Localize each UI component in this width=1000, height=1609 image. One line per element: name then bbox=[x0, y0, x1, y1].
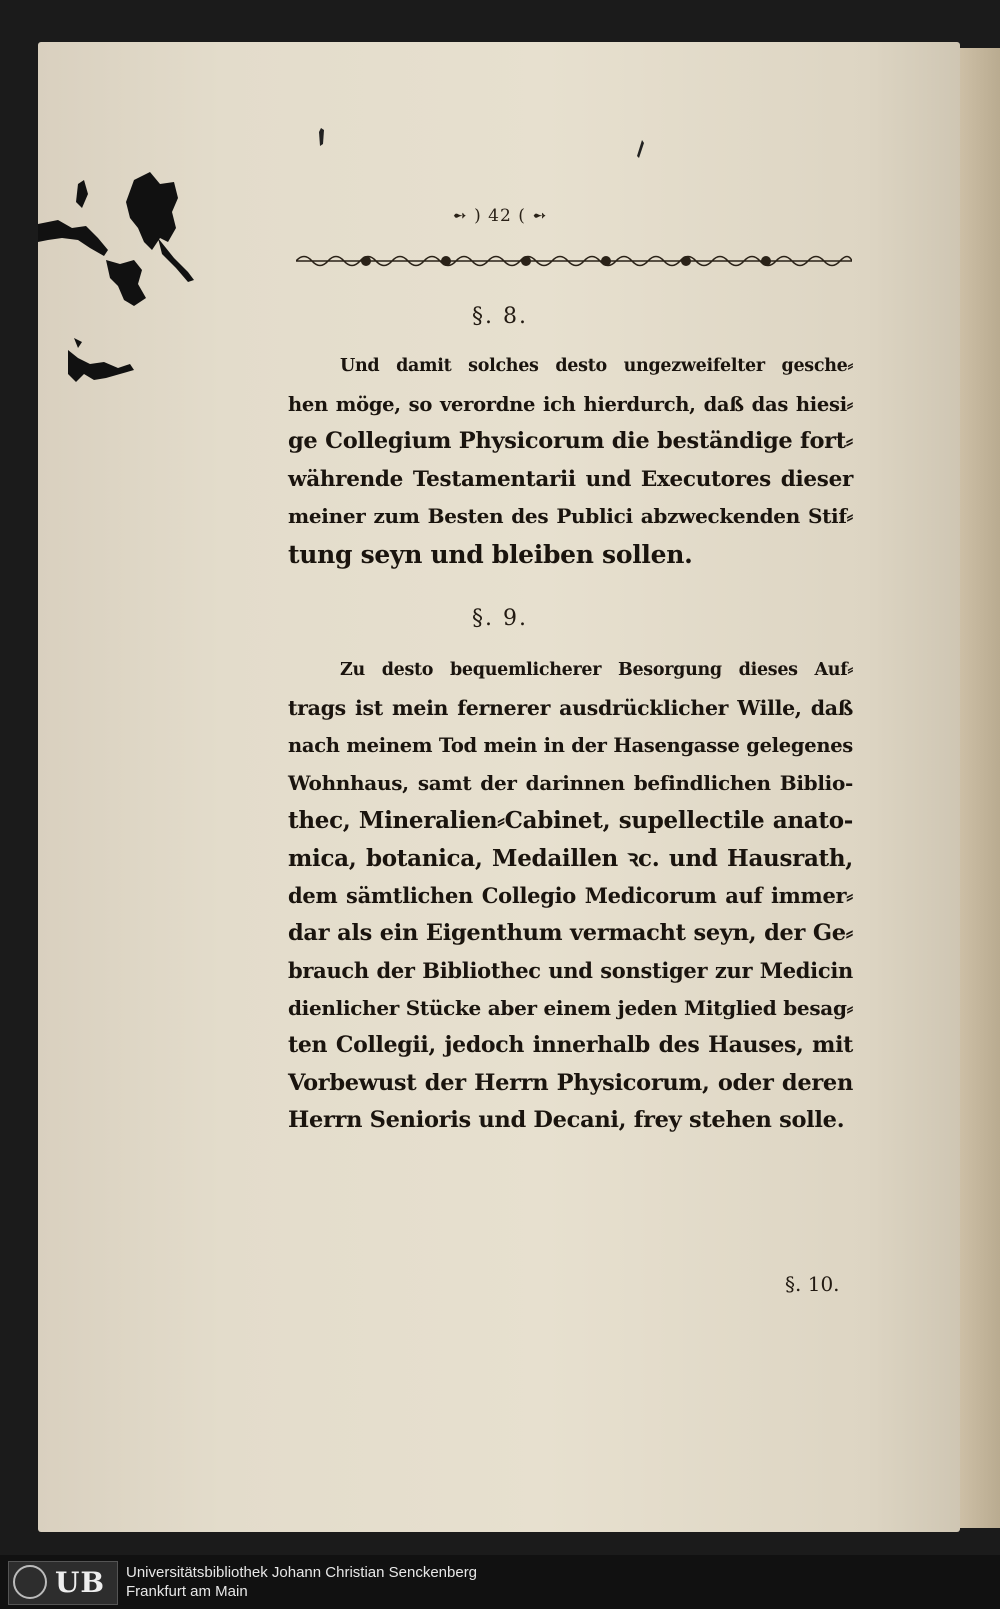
text-line: dar als ein Eigenthum vermacht seyn, der Ge⸗ bbox=[288, 919, 853, 946]
text-line: tung seyn und bleiben sollen. bbox=[288, 539, 693, 569]
text-line: hen möge, so verordne ich hierdurch, daß das hiesi⸗ bbox=[288, 392, 853, 416]
text-line: Wohnhaus, samt der darinnen befindlichen Biblio- bbox=[288, 770, 853, 795]
text-line: brauch der Bibliothec und sonstiger zur Medicin bbox=[288, 958, 853, 983]
ink-speck bbox=[634, 140, 646, 160]
text-line: ten Collegii, jedoch innerhalb des Hauses, mit bbox=[288, 1032, 853, 1058]
paragraph-section-8 bbox=[288, 348, 853, 573]
text-line: Zu desto bequemlicherer Besorgung dieses Auf⸗ bbox=[340, 660, 853, 680]
text-line: Vorbewust der Herrn Physicorum, oder deren bbox=[288, 1069, 853, 1096]
next-page-edge bbox=[960, 48, 1000, 1528]
text-line: dienlicher Stücke aber einem jeden Mitglied besag⸗ bbox=[288, 995, 853, 1020]
library-name-line1: Universitätsbibliothek Johann Christian Senckenberg bbox=[126, 1564, 478, 1581]
text-line: Herrn Senioris und Decani, frey stehen solle. bbox=[288, 1107, 845, 1133]
text-line: nach meinem Tod mein in der Hasengasse gelegenes bbox=[288, 734, 853, 757]
library-name-line2: Frankfurt am Main bbox=[126, 1583, 248, 1600]
text-line: meiner zum Besten des Publici abzweckenden Stif⸗ bbox=[288, 504, 853, 528]
section-heading-8: §. 8. bbox=[472, 304, 528, 329]
section-heading-9: §. 9. bbox=[472, 606, 528, 631]
text-line: ge Collegium Physicorum die beständige fort⸗ bbox=[288, 428, 853, 454]
ornament-rule bbox=[296, 250, 852, 272]
text-line: trags ist mein fernerer ausdrücklicher Wille, daß bbox=[288, 695, 853, 720]
text-line: währende Testamentarii und Executores dieser bbox=[288, 466, 853, 492]
logo-text: UB bbox=[55, 1566, 106, 1599]
library-logo[interactable] bbox=[8, 1561, 118, 1605]
library-name bbox=[126, 1563, 477, 1601]
text-line: mica, botanica, Medaillen ꝛc. und Hausrath, bbox=[288, 844, 853, 872]
library-footer bbox=[0, 1555, 1000, 1609]
ink-speck bbox=[316, 128, 328, 148]
text-line: thec, Mineralien⸗Cabinet, supellectile anato- bbox=[288, 807, 853, 834]
seal-icon bbox=[13, 1565, 47, 1599]
catchword: §. 10. bbox=[785, 1272, 840, 1296]
text-line: Und damit solches desto ungezweifelter gesche⸗ bbox=[340, 356, 853, 376]
paragraph-section-9 bbox=[288, 652, 853, 1140]
ink-stain bbox=[38, 168, 208, 398]
text-line: dem sämtlichen Collegio Medicorum auf immer⸗ bbox=[288, 883, 853, 908]
running-head: ➻ ) 42 ( ➻ bbox=[452, 206, 548, 226]
